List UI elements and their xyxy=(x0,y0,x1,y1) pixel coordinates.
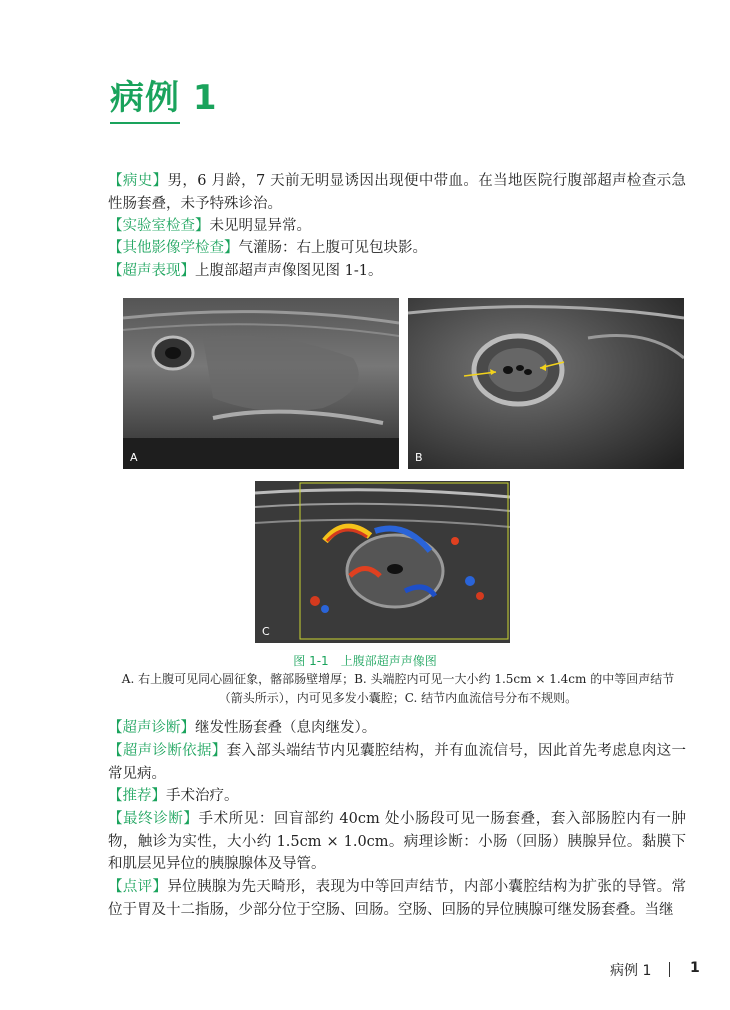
us-diagnosis-text: 继发性肠套叠（息肉继发）。 xyxy=(195,720,377,736)
recommend-label: 【推荐】 xyxy=(108,788,166,804)
ultrasound-image-c xyxy=(255,481,510,643)
lab-paragraph xyxy=(108,215,686,238)
history-text: 男，6 月龄，7 天前无明显诱因出现便中带血。在当地医院行腹部超声检查示急性肠套叠，未予特殊诊治。 xyxy=(108,173,687,212)
panel-a-label: A xyxy=(130,451,138,464)
lab-text: 未见明显异常。 xyxy=(209,218,311,234)
panel-b-label: B xyxy=(415,451,423,464)
final-dx-paragraph xyxy=(108,808,686,876)
panel-c-label: C xyxy=(262,625,270,638)
final-dx-label: 【最终诊断】 xyxy=(108,811,199,827)
imaging-label: 【其他影像学检查】 xyxy=(108,240,239,256)
us-findings-label: 【超声表现】 xyxy=(108,263,195,279)
ultrasound-a-graphic xyxy=(123,298,399,469)
history-label: 【病史】 xyxy=(108,173,168,189)
ultrasound-c-graphic xyxy=(255,481,510,643)
lab-label: 【实验室检查】 xyxy=(108,218,210,234)
footer-title: 病例 1 xyxy=(610,963,652,979)
us-basis-paragraph xyxy=(108,740,686,785)
final-dx-text: 手术所见：回盲部约 40cm 处小肠段可见一肠套叠，套入部肠腔内有一肿物，触诊为实性，大小约 1.5cm × 1.0cm。病理诊断：小肠（回肠）胰腺异位。黏膜下和肌层见异位的胰腺腺体及导管。 xyxy=(108,811,686,872)
page-number: 1 xyxy=(690,960,700,976)
comment-label: 【点评】 xyxy=(108,879,168,895)
ultrasound-image-b xyxy=(408,298,684,469)
page-title: 病例 1 xyxy=(110,78,218,118)
history-paragraph xyxy=(108,170,686,215)
figure-caption: A. 右上腹可见同心圆征象，髂部肠壁增厚；B. 头端腔内可见一大小约 1.5cm × 1.4cm 的中等回声结节（箭头所示），内可见多发小囊腔；C. 结节内血流信号分布不规则。 xyxy=(121,672,675,705)
us-basis-label: 【超声诊断依据】 xyxy=(108,743,227,759)
title-underline xyxy=(110,122,180,124)
comment-text: 异位胰腺为先天畸形，表现为中等回声结节，内部小囊腔结构为扩张的导管。常位于胃及十二指肠，少部分位于空肠、回肠。空肠、回肠的异位胰腺可继发肠套叠。当继 xyxy=(108,879,687,918)
us-findings-paragraph xyxy=(108,260,686,283)
us-basis-text: 套入部头端结节内见囊腔结构，并有血流信号，因此首先考虑息肉这一常见病。 xyxy=(108,743,687,782)
figure-title: 图 1-1 上腹部超声声像图 xyxy=(293,654,437,668)
us-diagnosis-label: 【超声诊断】 xyxy=(108,720,195,736)
comment-paragraph xyxy=(108,876,686,921)
imaging-paragraph xyxy=(108,237,686,260)
us-findings-text: 上腹部超声声像图见图 1-1。 xyxy=(195,263,383,279)
us-diagnosis-paragraph xyxy=(108,717,686,740)
ultrasound-image-a xyxy=(123,298,399,469)
page-footer xyxy=(0,960,730,980)
footer-divider xyxy=(669,962,670,977)
recommend-paragraph xyxy=(108,785,686,808)
imaging-text: 气灌肠：右上腹可见包块影。 xyxy=(238,240,427,256)
recommend-text: 手术治疗。 xyxy=(166,788,239,804)
ultrasound-b-graphic xyxy=(408,298,684,469)
